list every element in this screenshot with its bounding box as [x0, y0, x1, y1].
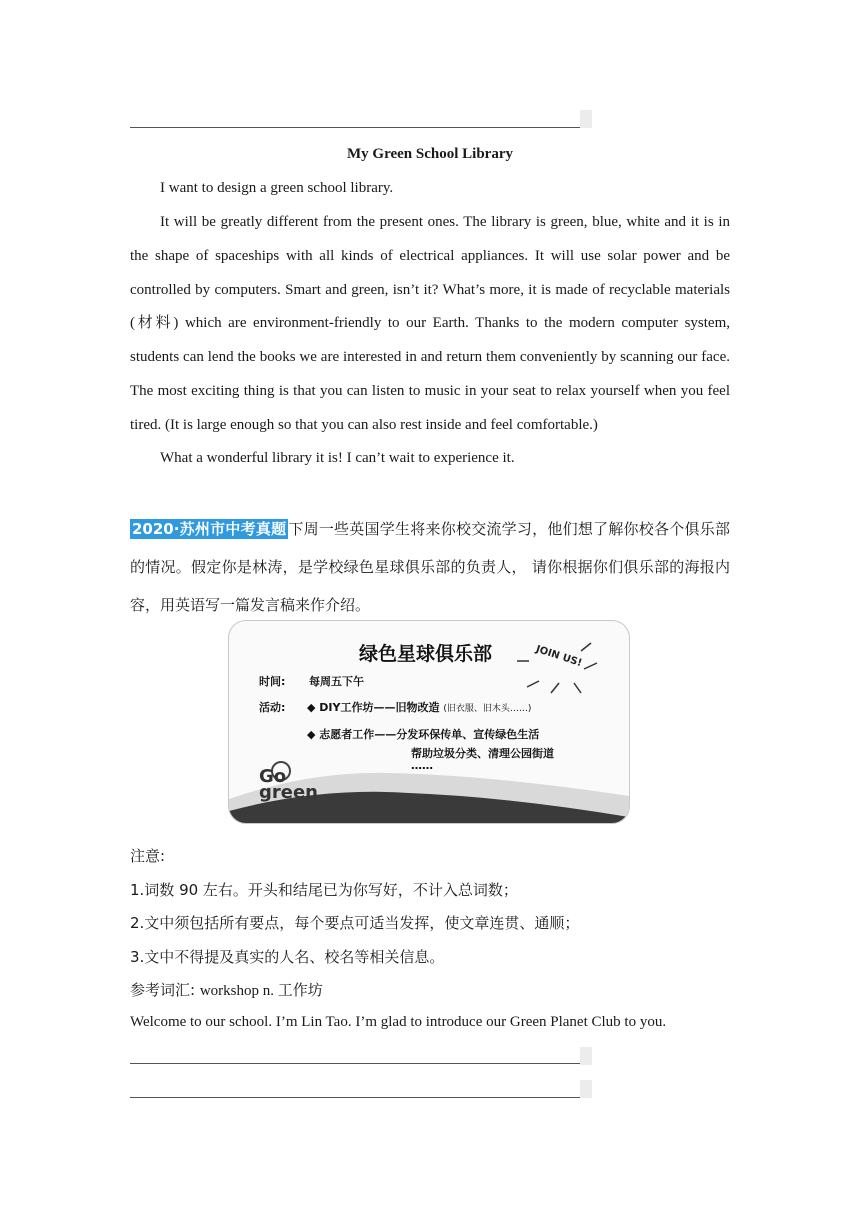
source-tag: 2020·苏州市中考真题 [132, 520, 287, 538]
note-item-2: 2.文中须包括所有要点，每个要点可适当发挥，使文章连贯、通顺； [130, 914, 580, 932]
join-us-text: JOIN US! [534, 643, 584, 670]
opening-sentence: Welcome to our school. I’m Lin Tao. I’m glad to introduce our Green Planet Club to you. [130, 1014, 667, 1030]
activity-volunteer-cont: 帮助垃圾分类、清理公园街道 [411, 747, 554, 760]
line-marker [580, 110, 592, 128]
answer-line [130, 1097, 592, 1098]
note-item-3: 3.文中不得提及真实的人名、校名等相关信息。 [130, 947, 445, 966]
note-item-1: 1.词数 90 左右。开头和结尾已为你写好，不计入总词数； [130, 880, 518, 899]
activity-label: 活动: [259, 701, 286, 714]
time-value: 每周五下午 [309, 675, 364, 688]
task-prompt: 下周一些英国学生将来你校交流学习，他们想了解你校各个俱乐部的情况。假定你是林涛，是学校绿色星球俱乐部的负责人， 请你根据你们俱乐部的海报内容，用英语写一篇发言稿来作介绍。 [130, 520, 730, 614]
vocab-line [130, 974, 750, 1009]
answer-line [130, 127, 592, 128]
vocab-value: workshop n. 工作坊 [199, 983, 323, 999]
essay-title: My Green School Library [347, 146, 513, 162]
activity-diy-note: (旧衣服、旧木头……) [443, 704, 532, 714]
vocab-label: 参考词汇: [130, 981, 200, 999]
logo-go: Go [259, 766, 287, 787]
activity-diy [307, 699, 531, 715]
answer-line [130, 1063, 592, 1064]
line-marker [580, 1047, 592, 1065]
essay-paragraph-1: I want to design a green school library. [160, 180, 394, 196]
activity-volunteer: ◆ 志愿者工作——分发环保传单、宣传绿色生活 [307, 728, 540, 741]
go-green-logo [259, 766, 318, 803]
line-marker [580, 1080, 592, 1098]
essay-paragraph-2: It will be greatly different from the present ones. The library is green, blue, white and it is in the shape of spaceships with all kinds of electrical appliances. It will use solar power and be controlled by computers. Smart and green, isn’t it? What’s more, it is made of recyclable materials (材料) which are environment-friendly to our Earth. Thanks to the modern computer system, students can lend the books we are interested in and return them conveniently by scanning our face. The most exciting thing is that you can listen to music in your seat to relax yourself when you feel tired. (It is large enough so that you can also rest inside and feel comfortable.) [130, 214, 730, 433]
notes-heading: 注意: [130, 847, 166, 865]
logo-green: green [259, 782, 318, 803]
notes-section [130, 840, 750, 1009]
club-poster [228, 620, 630, 824]
activity-diy-text: ◆ DIY工作坊——旧物改造 [307, 701, 440, 714]
activity-ellipsis: …… [411, 759, 433, 772]
poster-title: 绿色星球俱乐部 [359, 643, 493, 665]
essay-paragraph-3: What a wonderful library it is! I can’t wait to experience it. [160, 450, 515, 466]
writing-task [130, 510, 730, 624]
time-label: 时间: [259, 675, 286, 688]
